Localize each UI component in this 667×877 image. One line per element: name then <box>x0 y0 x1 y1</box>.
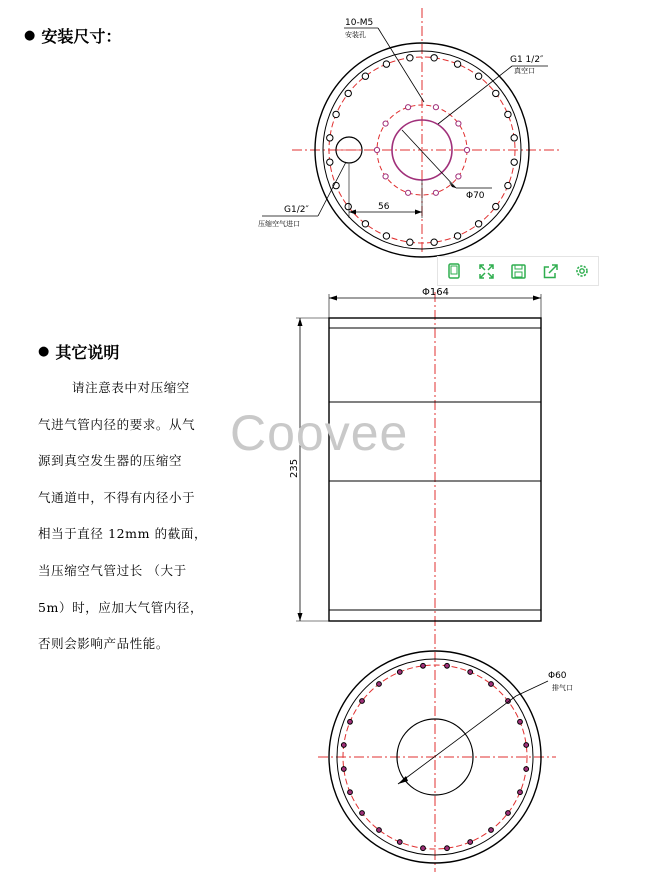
bolt-hole <box>341 743 346 748</box>
bolt-hole <box>468 840 473 845</box>
bolt-hole <box>456 174 461 179</box>
bolt-hole <box>327 159 333 165</box>
bolt-hole <box>524 767 529 772</box>
arrow-icon <box>533 296 541 301</box>
hole-spec-label: 10-M5 <box>345 18 374 28</box>
width-dimension: Φ164 <box>422 287 449 298</box>
bolt-hole <box>341 767 346 772</box>
bolt-hole <box>489 682 494 687</box>
bolt-hole <box>348 719 353 724</box>
watermark: Coovee <box>230 405 409 461</box>
note-line: 5m）时，应加大气管内径， <box>38 599 204 615</box>
bolt-hole <box>475 221 481 227</box>
bolt-hole <box>475 73 481 79</box>
leader-line <box>438 66 512 124</box>
bolt-hole <box>445 846 450 851</box>
bolt-hole <box>421 663 426 668</box>
bolt-hole <box>360 699 365 704</box>
bullet-icon: ● <box>38 344 50 359</box>
bolt-hole <box>345 90 351 96</box>
bolt-hole <box>327 135 333 141</box>
bolt-hole <box>421 846 426 851</box>
image-toolbar <box>437 256 599 286</box>
bolt-hole <box>345 203 351 209</box>
note-line: 气进气管内径的要求。从气 <box>38 416 196 432</box>
bolt-hole <box>374 147 379 152</box>
bolt-hole <box>505 182 511 188</box>
exhaust-port-sub: 排气口 <box>552 684 573 692</box>
bolt-hole <box>493 90 499 96</box>
air-inlet-sub: 压缩空气进口 <box>258 220 300 228</box>
arrow-icon <box>298 613 303 621</box>
note-line: 源到真空发生器的压缩空 <box>38 453 183 469</box>
bolt-hole <box>383 233 389 239</box>
height-dimension: 235 <box>289 458 300 478</box>
phone-icon[interactable] <box>444 261 464 281</box>
bolt-hole <box>454 233 460 239</box>
bolt-hole <box>397 670 402 675</box>
bolt-hole <box>407 55 413 61</box>
install-heading-text: 安装尺寸： <box>41 27 122 46</box>
note-line: 气通道中，不得有内径小于 <box>38 489 196 505</box>
offset-dimension: 56 <box>378 202 390 212</box>
bolt-hole <box>333 111 339 117</box>
bolt-hole <box>468 670 473 675</box>
bolt-hole <box>348 790 353 795</box>
vacuum-port-sub: 真空口 <box>514 67 535 75</box>
bolt-hole <box>397 840 402 845</box>
bolt-hole <box>433 190 438 195</box>
bolt-hole <box>506 811 511 816</box>
hole-spec-sub: 安装孔 <box>345 31 366 39</box>
bolt-hole <box>383 61 389 67</box>
bolt-hole <box>464 147 469 152</box>
expand-icon[interactable] <box>476 261 496 281</box>
bolt-hole <box>377 828 382 833</box>
bolt-hole <box>405 105 410 110</box>
bolt-hole <box>377 682 382 687</box>
bolt-hole <box>518 719 523 724</box>
arrow-icon <box>329 296 337 301</box>
note-line: 当压缩空气管过长 （大于 <box>38 562 187 578</box>
bolt-hole <box>445 663 450 668</box>
other-heading-text: 其它说明 <box>55 343 120 362</box>
arrow-icon <box>298 318 303 326</box>
bolt-hole <box>454 61 460 67</box>
bolt-hole <box>505 111 511 117</box>
bullet-icon: ● <box>24 28 36 43</box>
bolt-hole <box>456 121 461 126</box>
bolt-hole <box>405 190 410 195</box>
share-icon[interactable] <box>540 261 560 281</box>
bolt-hole <box>518 790 523 795</box>
settings-icon[interactable] <box>572 261 592 281</box>
bolt-hole <box>431 239 437 245</box>
note-line: 请注意表中对压缩空 <box>72 380 190 395</box>
bolt-hole <box>362 73 368 79</box>
note-line: 否则会影响产品性能。 <box>38 636 170 652</box>
save-icon[interactable] <box>508 261 528 281</box>
bolt-hole <box>407 239 413 245</box>
exhaust-diameter-label: Φ60 <box>548 671 567 681</box>
arrow-icon <box>415 210 422 215</box>
bolt-hole <box>360 811 365 816</box>
bolt-hole <box>511 135 517 141</box>
leader-line <box>516 681 548 696</box>
note-line: 相当于直径 12mm 的截面， <box>38 526 208 542</box>
bolt-hole <box>493 203 499 209</box>
bolt-hole <box>383 121 388 126</box>
leader-line <box>398 696 516 784</box>
inner-diameter-label: Φ70 <box>466 191 485 201</box>
bolt-hole <box>431 55 437 61</box>
bolt-hole <box>524 743 529 748</box>
bolt-hole <box>433 105 438 110</box>
arrow-icon <box>349 210 356 215</box>
top-view <box>258 18 560 257</box>
bolt-hole <box>362 221 368 227</box>
bottom-view <box>318 651 573 863</box>
vacuum-port-label: G1 1/2″ <box>510 55 544 65</box>
bolt-hole <box>511 159 517 165</box>
air-inlet-label: G1/2″ <box>284 205 309 215</box>
bolt-hole <box>489 828 494 833</box>
bolt-hole <box>383 174 388 179</box>
